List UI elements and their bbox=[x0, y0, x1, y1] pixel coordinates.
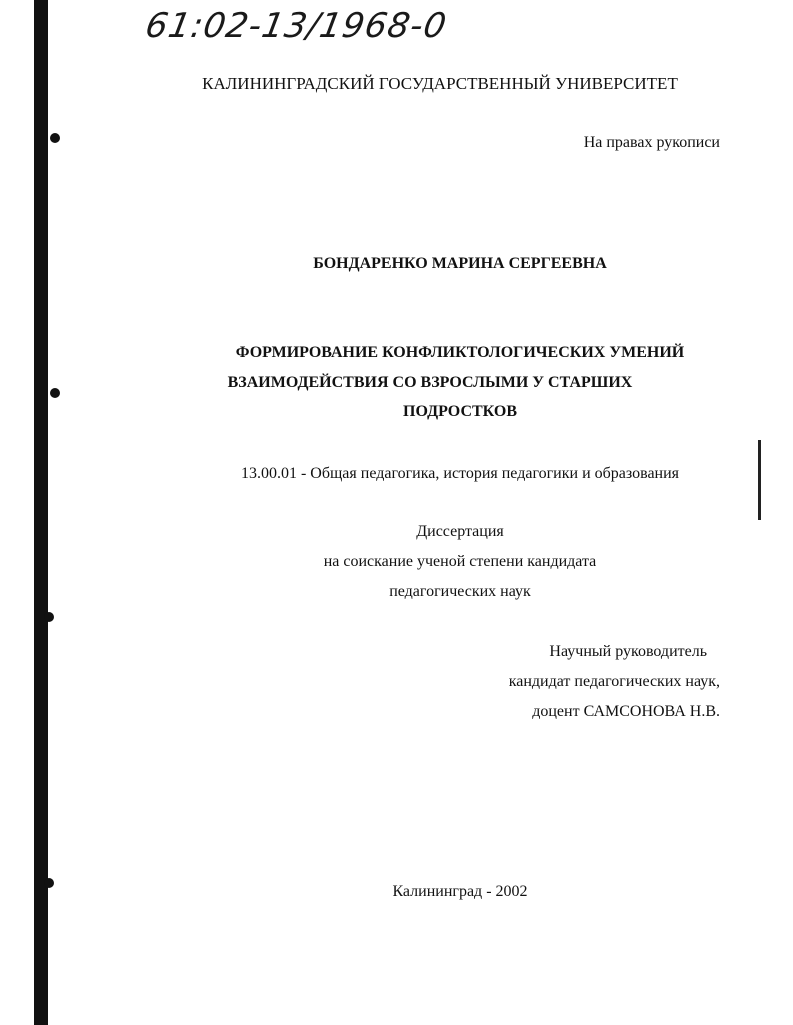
dissertation-title-line-2: ВЗАИМОДЕЙСТВИЯ СО ВЗРОСЛЫМИ У СТАРШИХ bbox=[227, 374, 633, 391]
handwritten-archive-code: 61:02-13/1968-0 bbox=[142, 6, 450, 46]
dissertation-title-line-1: ФОРМИРОВАНИЕ КОНФЛИКТОЛОГИЧЕСКИХ УМЕНИЙ bbox=[235, 344, 685, 361]
dissertation-label: Диссертация bbox=[416, 523, 504, 540]
scan-dot-artifact bbox=[44, 612, 54, 622]
university-name: КАЛИНИНГРАДСКИЙ ГОСУДАРСТВЕННЫЙ УНИВЕРСИТЕТ bbox=[202, 74, 678, 93]
author-name: БОНДАРЕНКО МАРИНА СЕРГЕЕВНА bbox=[313, 255, 607, 272]
scan-dot-artifact bbox=[44, 878, 54, 888]
scan-dot-artifact bbox=[50, 388, 60, 398]
scan-dot-artifact bbox=[50, 133, 60, 143]
supervisor-degree: кандидат педагогических наук, bbox=[508, 673, 720, 690]
degree-line: на соискание ученой степени кандидата bbox=[323, 553, 597, 570]
degree-field: педагогических наук bbox=[389, 583, 531, 600]
supervisor-name: доцент САМСОНОВА Н.В. bbox=[532, 703, 720, 720]
dissertation-title-line-3: ПОДРОСТКОВ bbox=[403, 403, 517, 420]
rights-note: На правах рукописи bbox=[583, 134, 720, 151]
city-year: Калининград - 2002 bbox=[392, 883, 528, 900]
scan-edge-artifact bbox=[34, 0, 48, 1025]
supervisor-label: Научный руководитель bbox=[549, 643, 707, 660]
specialty-code: 13.00.01 - Общая педагогика, история педагогики и образования bbox=[240, 465, 680, 482]
